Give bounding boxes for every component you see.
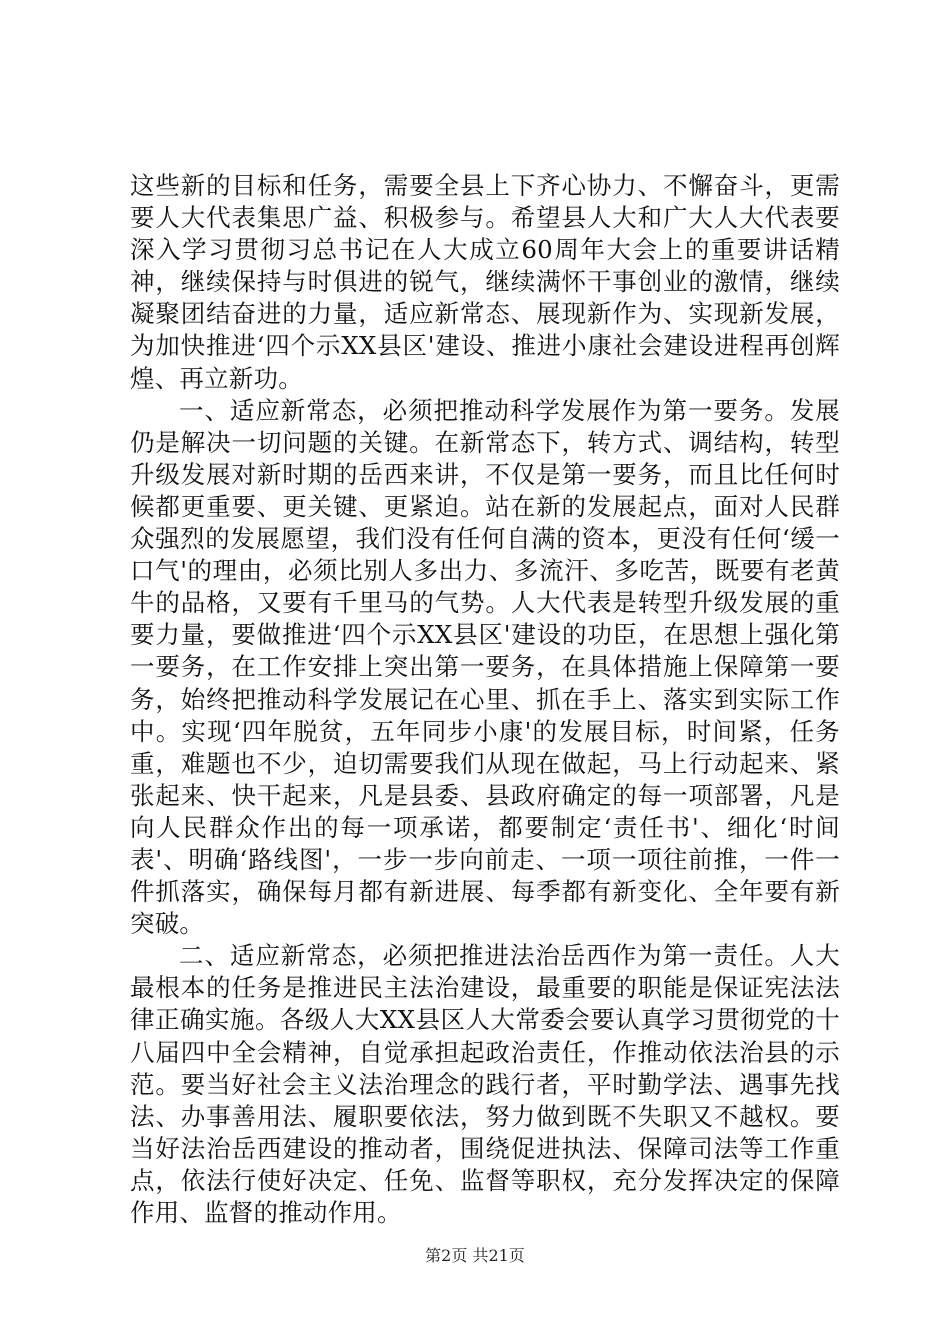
paragraph-intro: 这些新的目标和任务，需要全县上下齐心协力、不懈奋斗，更需要人大代表集思广益、积极参与。希望县人大和广大人大代表要深入学习贯彻习总书记在人大成立60周年大会上的重要讲话精神，继续保持与时俱进的锐气，继续满怀干事创业的激情，继续凝聚团结奋进的力量，适应新常态、展现新作为、实现新发展，为加快推进‘四个示XX县区'建设、推进小康社会建设进程再创辉煌、再立新功。 — [130, 171, 840, 393]
paragraph-section-one: 一、适应新常态，必须把推动科学发展作为第一要务。发展仍是解决一切问题的关键。在新常态下，转方式、调结构，转型升级发展对新时期的岳西来讲，不仅是第一要务，而且比任何时候都更重要、更关键、更紧迫。站在新的发展起点，面对人民群众强烈的发展愿望，我们没有任何自满的资本，更没有任何‘缓一口气'的理由，必须比别人多出力、多流汗、多吃苦，既要有老黄牛的品格，又要有千里马的气势。人大代表是转型升级发展的重要力量，要做推进‘四个示XX县区'建设的功臣，在思想上强化第一要务，在工作安排上突出第一要务，在具体措施上保障第一要务，始终把推动科学发展记在心里、抓在手上、落实到实际工作中。实现‘四年脱贫，五年同步小康'的发展目标，时间紧，任务重，难题也不少，迫切需要我们从现在做起，马上行动起来、紧张起来、快干起来，凡是县委、县政府确定的每一项部署，凡是向人民群众作出的每一项承诺，都要制定‘责任书'、细化‘时间表'、明确‘路线图'，一步一步向前走、一项一项往前推，一件一件抓落实，确保每月都有新进展、每季都有新变化、全年要有新突破。 — [130, 395, 840, 939]
document-body — [130, 170, 840, 1229]
page-number-footer: 第2页 共21页 — [425, 1246, 525, 1265]
paragraph-section-two: 二、适应新常态，必须把推进法治岳西作为第一责任。人大最根本的任务是推进民主法治建设，最重要的职能是保证宪法法律正确实施。各级人大XX县区人大常委会要认真学习贯彻党的十八届四中全会精神，自觉承担起政治责任，作推动依法治县的示范。要当好社会主义法治理念的践行者，平时勤学法、遇事先找法、办事善用法、履职要依法，努力做到既不失职又不越权。要当好法治岳西建设的推动者，围绕促进执法、保障司法等工作重点，依法行使好决定、任免、监督等职权，充分发挥决定的保障作用、监督的推动作用。 — [130, 941, 840, 1227]
